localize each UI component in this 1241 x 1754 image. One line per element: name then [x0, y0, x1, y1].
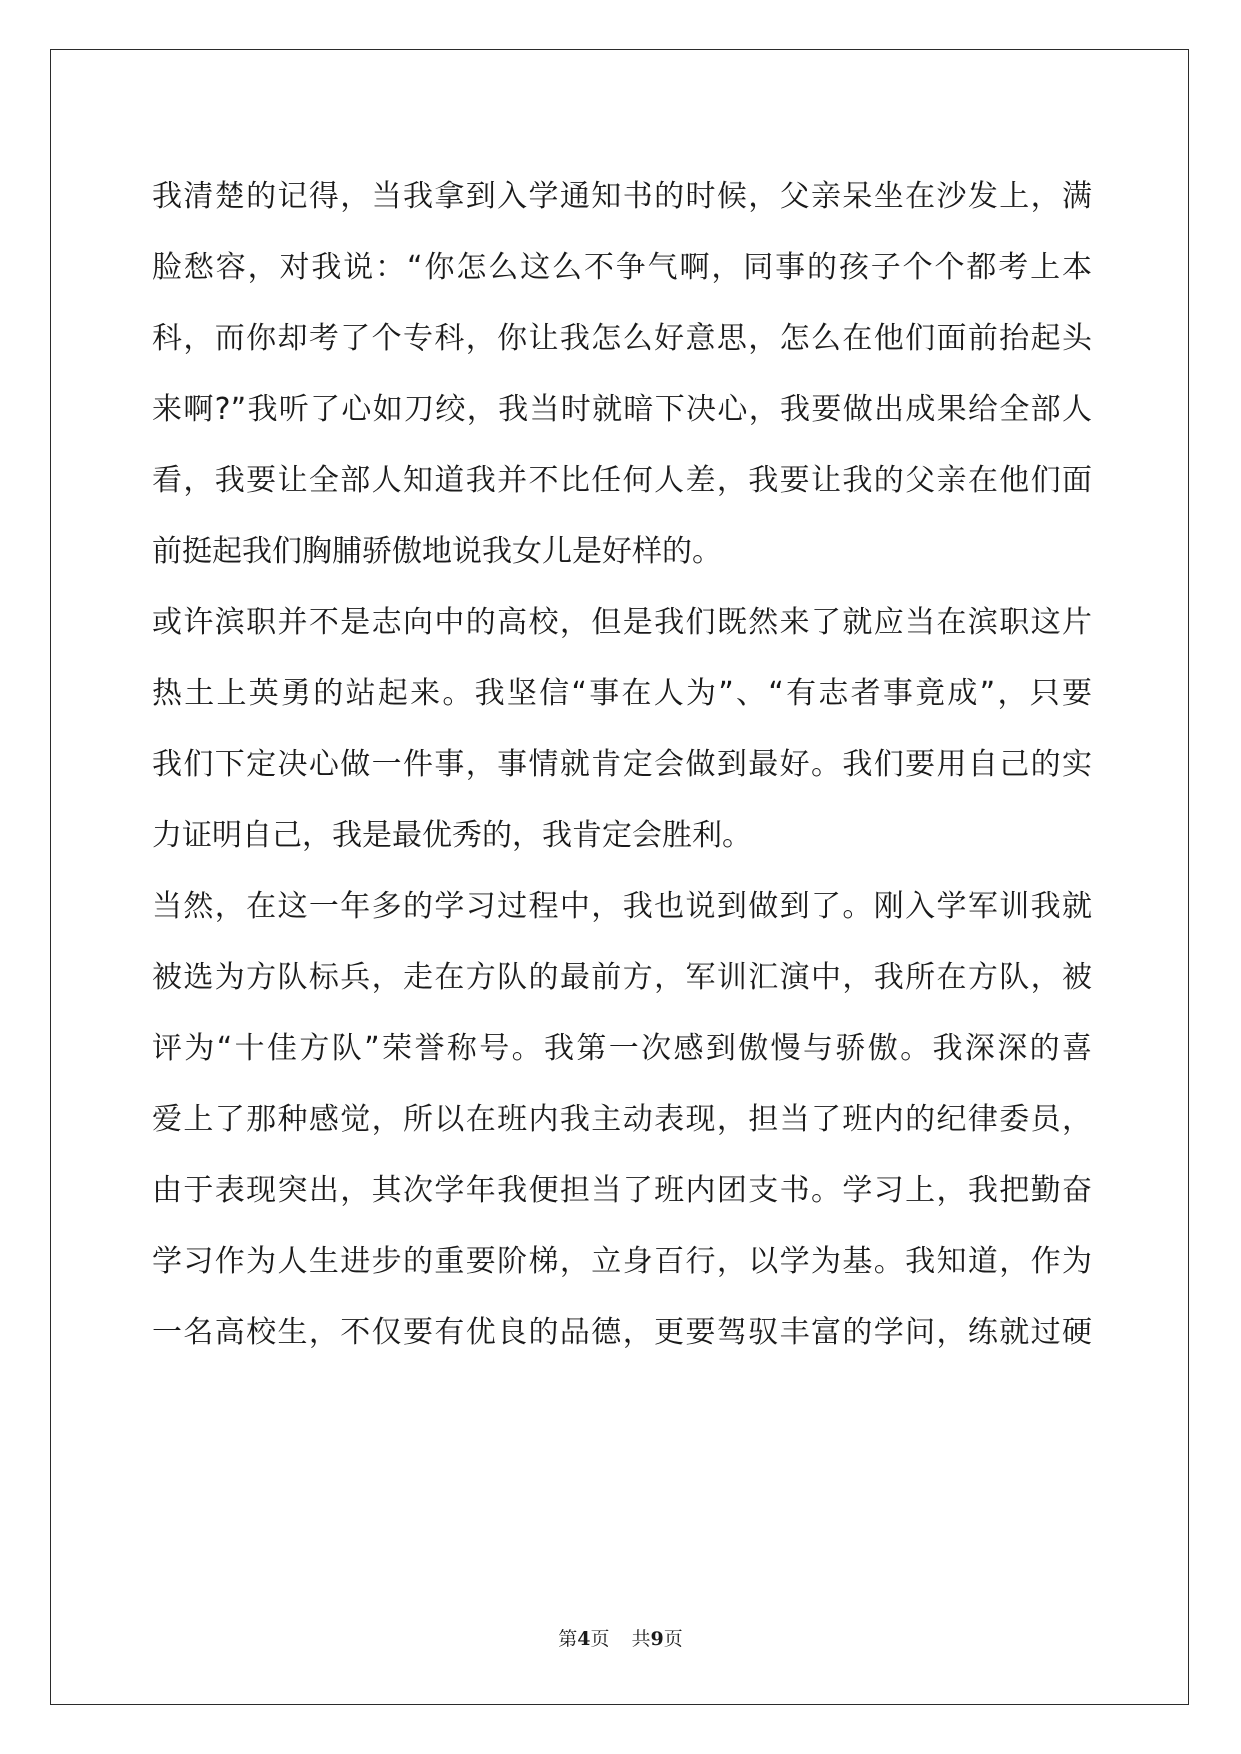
text-line: 来啊?”我听了心如刀绞，我当时就暗下决心，我要做出成果给全部人 — [152, 392, 1092, 427]
text-line: 科，而你却考了个专科，你让我怎么好意思，怎么在他们面前抬起头 — [152, 321, 1092, 356]
total-suffix: 页 — [663, 1628, 683, 1650]
text-line: 爱上了那种感觉，所以在班内我主动表现，担当了班内的纪律委员， — [152, 1102, 1092, 1137]
text-line: 被选为方队标兵，走在方队的最前方，军训汇演中，我所在方队，被 — [152, 960, 1092, 995]
text-line: 当然，在这一年多的学习过程中，我也说到做到了。刚入学军训我就 — [152, 889, 1092, 924]
current-page-number: 4 — [577, 1628, 591, 1650]
text-line: 热土上英勇的站起来。我坚信“事在人为”、“有志者事竟成”，只要 — [152, 676, 1092, 711]
text-line: 或许滨职并不是志向中的高校，但是我们既然来了就应当在滨职这片 — [152, 605, 1092, 640]
text-line: 我清楚的记得，当我拿到入学通知书的时候，父亲呆坐在沙发上，满 — [152, 179, 1092, 214]
text-line: 学习作为人生进步的重要阶梯，立身百行，以学为基。我知道，作为 — [152, 1244, 1092, 1279]
text-line: 脸愁容，对我说：“你怎么这么不争气啊，同事的孩子个个都考上本 — [152, 250, 1092, 285]
total-prefix: 共 — [631, 1628, 651, 1650]
page-prefix: 第 — [558, 1628, 578, 1650]
text-line: 我们下定决心做一件事，事情就肯定会做到最好。我们要用自己的实 — [152, 747, 1092, 782]
text-line: 前挺起我们胸脯骄傲地说我女儿是好样的。 — [152, 534, 722, 569]
page-footer — [0, 1627, 1241, 1651]
text-line: 力证明自己，我是最优秀的，我肯定会胜利。 — [152, 818, 752, 853]
document-body — [152, 161, 1092, 1368]
total-pages-number: 9 — [650, 1628, 664, 1650]
text-line: 看，我要让全部人知道我并不比任何人差，我要让我的父亲在他们面 — [152, 463, 1092, 498]
text-line: 一名高校生，不仅要有优良的品德，更要驾驭丰富的学问，练就过硬 — [152, 1315, 1092, 1350]
text-line: 由于表现突出，其次学年我便担当了班内团支书。学习上，我把勤奋 — [152, 1173, 1092, 1208]
text-line: 评为“十佳方队”荣誉称号。我第一次感到傲慢与骄傲。我深深的喜 — [152, 1031, 1092, 1066]
page-suffix: 页 — [590, 1628, 610, 1650]
